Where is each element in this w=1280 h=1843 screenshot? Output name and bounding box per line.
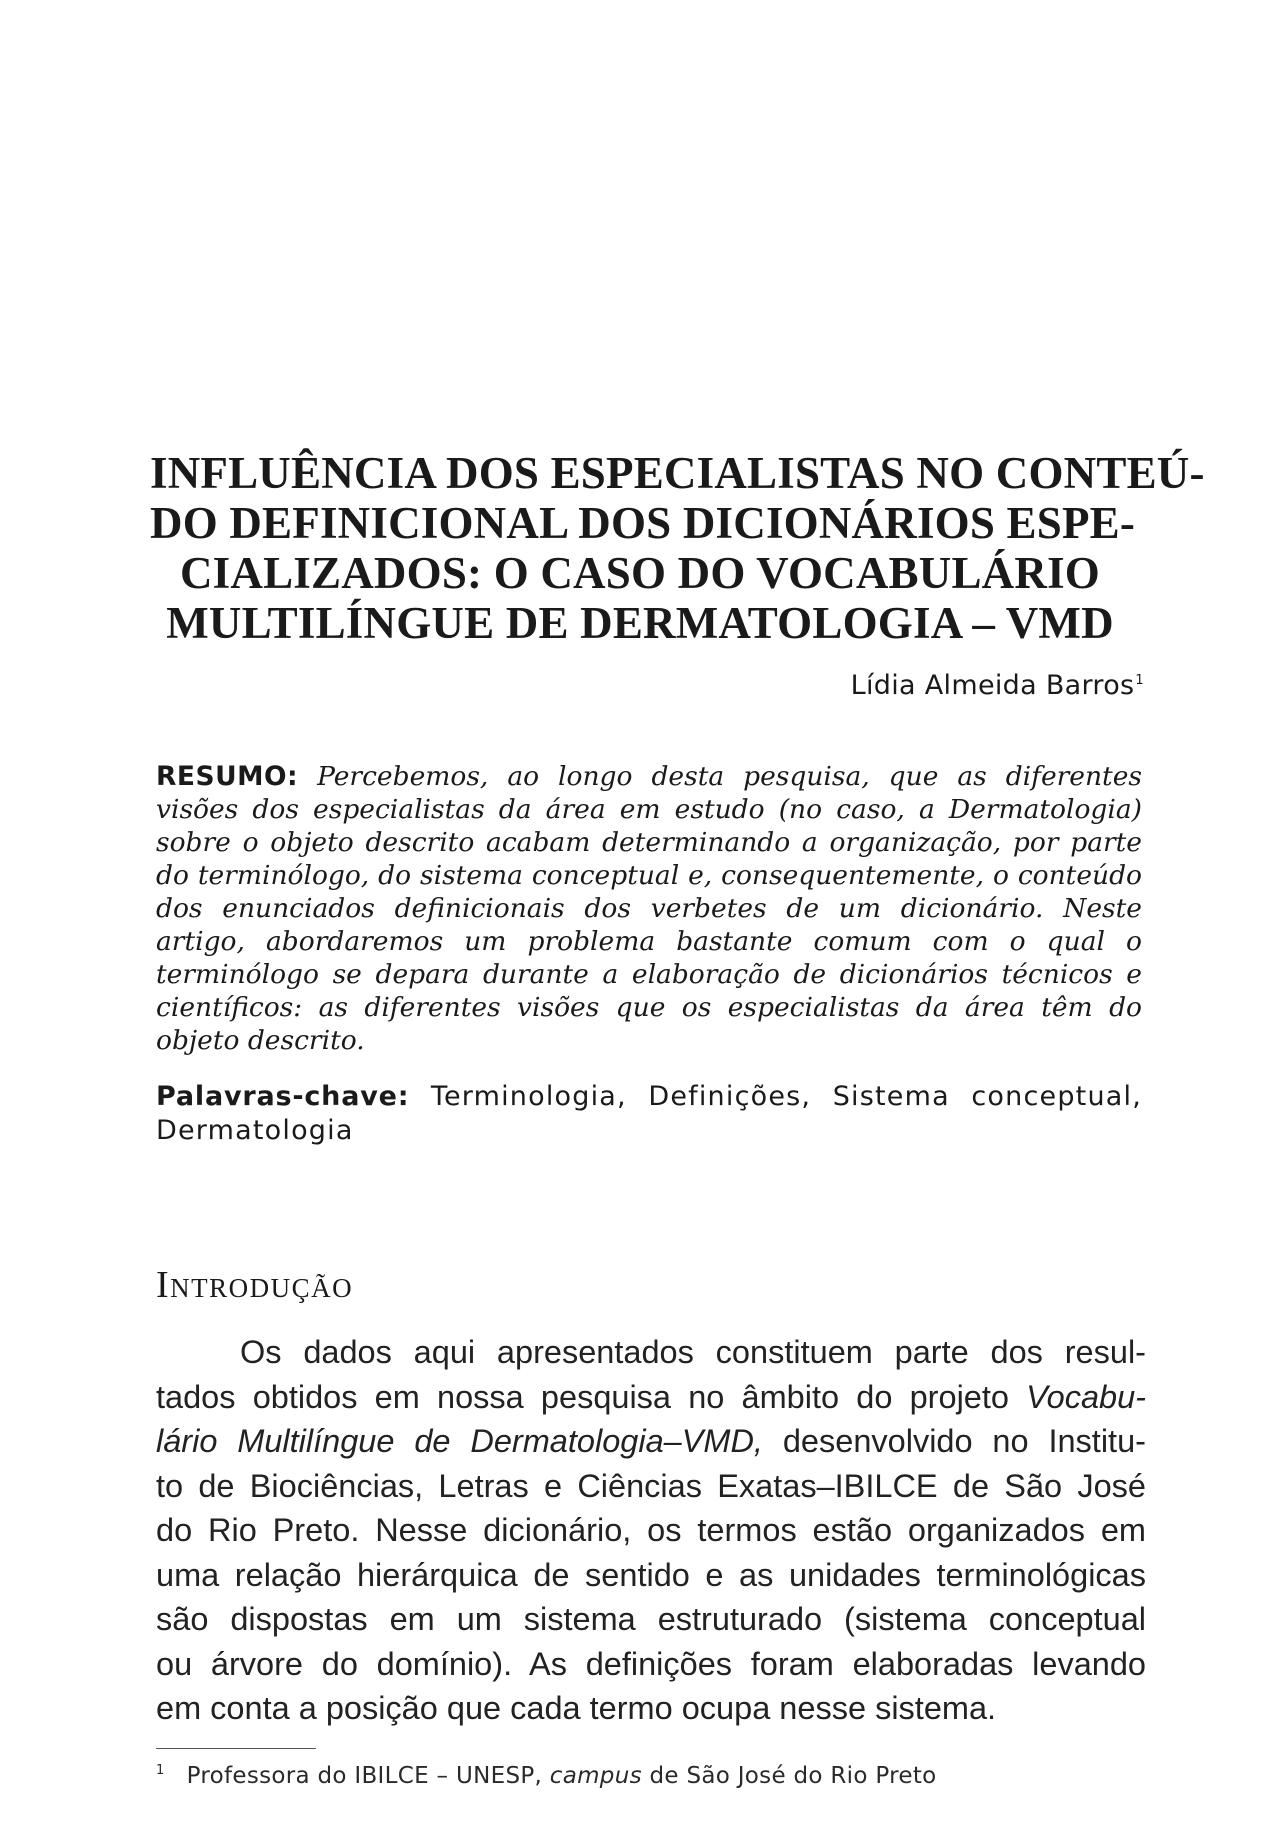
body-italic: Vocabu- [1026,1378,1146,1415]
body-line [156,1375,1146,1420]
author-name: Lídia Almeida Barros [850,670,1135,701]
body-line: to de Biociências, Letras e Ciências Exatas–IBILCE de São José [156,1467,1146,1504]
body-text: tados obtidos em nossa pesquisa no âmbito do projeto [156,1378,1009,1415]
title-line: DO DEFINICIONAL DOS DICIONÁRIOS ESPE- [150,498,1136,549]
abstract-text: Percebemos, ao longo desta pesquisa, que as diferentes visões dos especialistas da área em estudo (no caso, a Dermatologia) sobre o objeto descrito acabam determinando a organização, por parte do terminólogo, do sistema conceptual e, consequentemente, o conteúdo dos enunciados definicionais dos verbetes de um dicionário. Neste artigo, abordaremos um problema bastante comum com o qual o terminólogo se depara durante a elaboração de dicionários técnicos e científicos: as diferentes visões que os especialistas da área têm do objeto descrito. [156,761,1142,1056]
author-line [851,670,1144,701]
title-line: INFLUÊNCIA DOS ESPECIALISTAS NO CONTEÚ- [150,448,1205,499]
body-line: são dispostas em um sistema estruturado (sistema conceptual [156,1601,1146,1637]
body-line: ou árvore do domínio). As definições foram elaboradas levando [156,1645,1146,1682]
body-line [156,1419,1146,1464]
footnote-italic: campus [549,1763,642,1789]
footnote-text: de São José do Rio Preto [649,1763,937,1789]
keywords-text: Terminologia, Definições, Sistema conceptual, Dermatologia [156,1081,1142,1146]
body-line: uma relação hierárquica de sentido e as unidades terminológicas [156,1556,1146,1593]
body-line: em conta a posição que cada termo ocupa nesse sistema. [156,1690,997,1726]
author-footnote-mark: 1 [1135,673,1144,688]
body-italic: lário Multilíngue de Dermatologia–VMD, [156,1423,763,1459]
abstract-label: RESUMO: [156,761,299,792]
body-line: Os dados aqui apresentados constituem parte dos resul- [240,1334,1146,1370]
body-line: do Rio Preto. Nesse dicionário, os termos estão organizados em [156,1512,1146,1548]
footnote-text: Professora do IBILCE – UNESP, [186,1763,543,1789]
title-line: MULTILÍNGUE DE DERMATOLOGIA – VMD [166,598,1114,649]
title-line: CIALIZADOS: O CASO DO VOCABULÁRIO [179,548,1100,599]
footnote [156,1763,937,1789]
body-text: desenvolvido no Institu- [782,1423,1146,1459]
footnote-separator [156,1748,316,1749]
body-paragraph [156,1330,1146,1731]
keywords [156,1080,1142,1148]
article-title [150,448,1205,649]
keywords-label: Palavras-chave: [156,1081,410,1112]
abstract [156,760,1142,1057]
section-heading: Introdução [156,1264,354,1306]
footnote-mark: 1 [156,1763,165,1779]
